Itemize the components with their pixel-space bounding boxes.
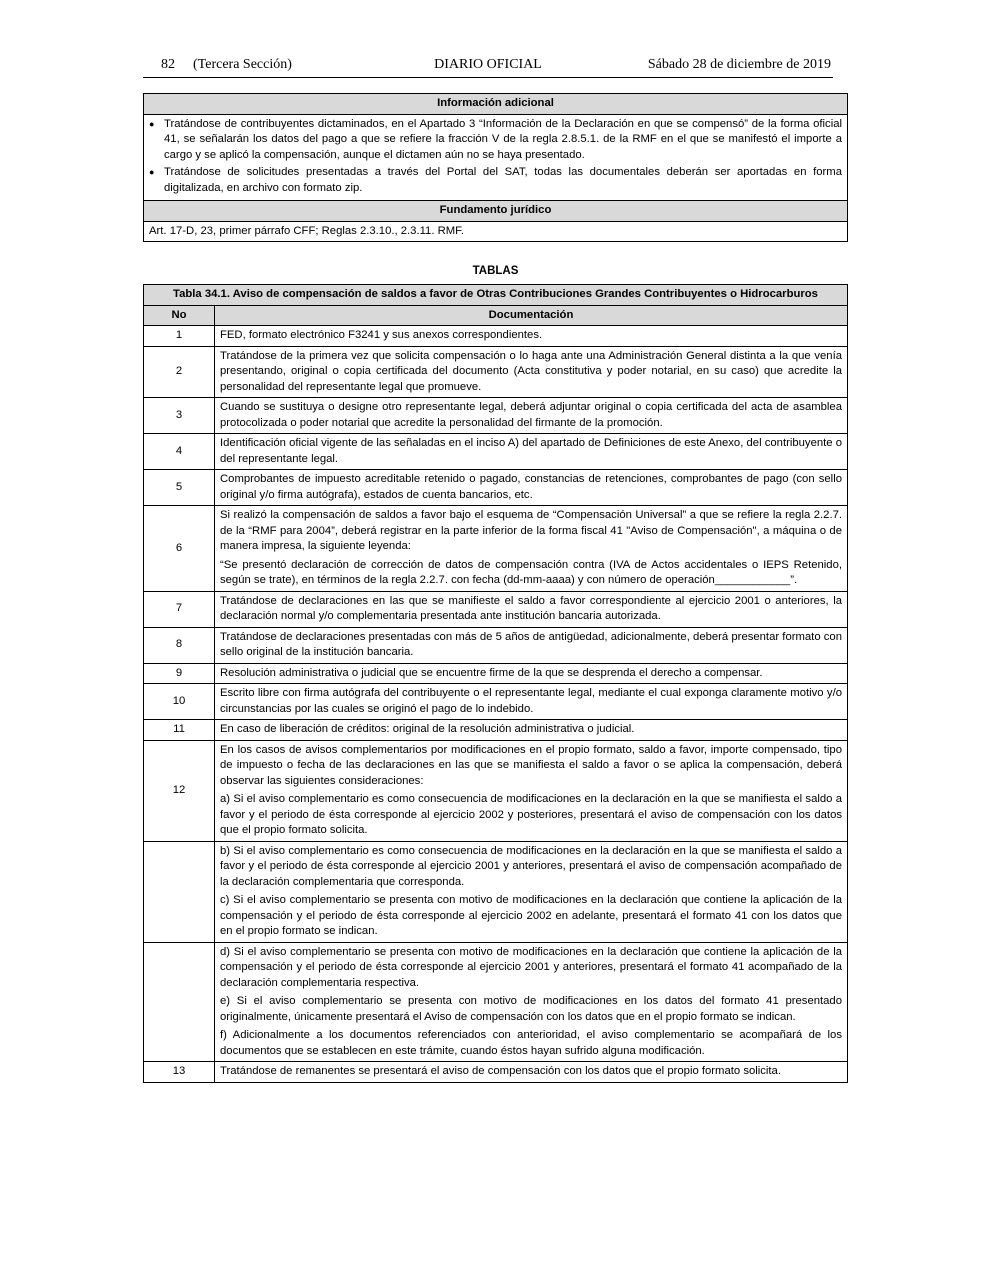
additional-info-cell <box>144 114 848 201</box>
legal-basis-heading: Fundamento jurídico <box>144 201 848 222</box>
table-row <box>144 591 848 627</box>
documentation-table <box>143 284 848 1083</box>
row-number: 13 <box>144 1062 215 1083</box>
documentation-paragraph: d) Si el aviso complementario se presenta con motivo de modificaciones en la declaración que contiene la aplicación de la compensación y el periodo de ésta corresponde al ejercicio 2001 y anteriores, presentará el formato 41 acompañado de la declaración complementaria respectiva. <box>220 945 842 989</box>
row-number: 9 <box>144 663 215 684</box>
documentation-paragraph: Tratándose de declaraciones en las que se manifieste el saldo a favor correspondiente al ejercicio 2001 o anteriores, la declaración normal y/o complementaria presentada ante institución bancaria autorizada. <box>220 594 842 622</box>
section-label: (Tercera Sección) <box>193 57 292 72</box>
bullet-item: ● Tratándose de solicitudes presentadas a través del Portal del SAT, todas las documentales deberán ser aportadas en forma digitalizada, en archivo con formato zip. <box>149 165 842 196</box>
row-documentation <box>215 506 848 592</box>
newspaper-title: DIARIO OFICIAL <box>434 57 542 72</box>
row-number: 5 <box>144 470 215 506</box>
documentation-paragraph: e) Si el aviso complementario se presenta con motivo de modificaciones en los datos del formato 41 presentado originalmente, únicamente presentará el Aviso de compensación con los datos que en el propio formato se indican. <box>220 995 842 1023</box>
table-title: Tabla 34.1. Aviso de compensación de saldos a favor de Otras Contribuciones Grandes Contribuyentes o Hidrocarburos <box>144 285 848 306</box>
row-documentation <box>215 627 848 663</box>
table-row <box>144 841 848 942</box>
documentation-paragraph: Identificación oficial vigente de las señaladas en el inciso A) del apartado de Definiciones de este Anexo, del contribuyente o del representante legal. <box>220 437 842 465</box>
info-table <box>143 93 848 242</box>
row-number: 4 <box>144 434 215 470</box>
page-number: 82 <box>161 57 175 72</box>
row-documentation <box>215 841 848 942</box>
documentation-paragraph: En los casos de avisos complementarios por modificaciones en el propio formato, saldo a favor, importe compensado, tipo de impuesto o fecha de las declaraciones en las que se manifiesta el saldo a favor o se aplica la compensación, deberá observar las siguientes consideraciones: <box>220 743 842 787</box>
column-header-documentation: Documentación <box>215 305 848 326</box>
row-number: 6 <box>144 506 215 592</box>
documentation-paragraph: Si realizó la compensación de saldos a favor bajo el esquema de “Compensación Universal” a que se refiere la regla 2.2.7. de la “RMF para 2004”, deberá registrar en la parte inferior de la forma fiscal 41 "Aviso de Compensación", a máquina o de manera impresa, la siguiente leyenda: <box>220 509 842 552</box>
row-number: 1 <box>144 326 215 347</box>
row-documentation <box>215 740 848 841</box>
row-number: 10 <box>144 684 215 720</box>
additional-info-heading: Información adicional <box>144 94 848 115</box>
row-documentation <box>215 470 848 506</box>
table-row <box>144 470 848 506</box>
documentation-paragraph: “Se presentó declaración de corrección de datos de compensación contra (IVA de Actos accidentales o IEPS Retenido, según se trate), en términos de la regla 2.2.7. con fecha (dd-mm-aaaa) y con número de operación____________”. <box>220 558 842 586</box>
row-number <box>144 841 215 942</box>
row-number: 7 <box>144 591 215 627</box>
table-row <box>144 684 848 720</box>
row-documentation <box>215 434 848 470</box>
row-documentation <box>215 346 848 398</box>
table-row <box>144 346 848 398</box>
row-documentation <box>215 684 848 720</box>
row-documentation <box>215 663 848 684</box>
documentation-paragraph: En caso de liberación de créditos: original de la resolución administrativa o judicial. <box>220 723 635 735</box>
table-row <box>144 326 848 347</box>
bullet-item: ● Tratándose de contribuyentes dictaminados, en el Apartado 3 “Información de la Declaración en que se compensó” de la forma oficial 41, se señalarán los datos del pago a que se refiere la fracción V de la regla 2.8.5.1. de la RMF en el que se manifestó el importe a cargo y se aplicó la compensación, aunque el dictamen aún no se haya presentado. <box>149 117 842 164</box>
row-number: 2 <box>144 346 215 398</box>
documentation-paragraph: a) Si el aviso complementario es como consecuencia de modificaciones en la declaración en la que se manifiesta el saldo a favor y el periodo de ésta corresponde al ejercicio 2002 y posteriores, presentará el aviso de compensación con los datos que el propio formato solicita. <box>220 793 842 836</box>
documentation-paragraph: FED, formato electrónico F3241 y sus anexos correspondientes. <box>220 329 543 341</box>
row-documentation <box>215 591 848 627</box>
documentation-paragraph: b) Si el aviso complementario es como consecuencia de modificaciones en la declaración en la que se manifiesta el saldo a favor y el periodo de ésta corresponde al ejercicio 2001 y anteriores, presentará el aviso de compensación acompañado de la declaración complementaria que corresponda. <box>220 844 842 888</box>
documentation-paragraph: Escrito libre con firma autógrafa del contribuyente o el representante legal, mediante el cual exponga claramente motivo y/o circunstancias por las cuales se originó el pago de lo indebido. <box>220 687 842 715</box>
row-documentation <box>215 398 848 434</box>
table-row <box>144 627 848 663</box>
row-documentation <box>215 1062 848 1083</box>
documentation-paragraph: Cuando se sustituya o designe otro representante legal, deberá adjuntar original o copia certificada del acta de asamblea protocolizada o poder notarial que acredite la personalidad del firmante de la promoción. <box>220 401 842 429</box>
table-row <box>144 1062 848 1083</box>
row-number <box>144 942 215 1062</box>
table-row <box>144 663 848 684</box>
documentation-paragraph: Tratándose de declaraciones presentadas con más de 5 años de antigüedad, adicionalmente, deberá presentar formato con sello original de la institución bancaria. <box>220 630 842 658</box>
row-number: 11 <box>144 720 215 741</box>
documentation-paragraph: Comprobantes de impuesto acreditable retenido o pagado, constancias de retenciones, comprobantes de pago (con sello original y/o firma autógrafa), estados de cuenta bancarios, etc. <box>220 473 842 501</box>
table-row <box>144 506 848 592</box>
table-row <box>144 398 848 434</box>
table-row <box>144 740 848 841</box>
row-number: 3 <box>144 398 215 434</box>
publication-date: Sábado 28 de diciembre de 2019 <box>647 57 831 72</box>
tablas-heading: TABLAS <box>472 265 519 277</box>
table-row <box>144 942 848 1062</box>
page-header <box>143 57 833 78</box>
documentation-paragraph: c) Si el aviso complementario se presenta con motivo de modificaciones en la declaración que contiene la aplicación de la compensación y el periodo de ésta corresponde al ejercicio 2002 en adelante, presentará el formato 41 con los datos que en el propio formato se indican. <box>220 894 842 937</box>
documentation-paragraph: Resolución administrativa o judicial que se encuentre firme de la que se desprenda el derecho a compensar. <box>220 666 763 679</box>
row-documentation <box>215 942 848 1062</box>
row-number: 12 <box>144 740 215 841</box>
legal-basis-text: Art. 17-D, 23, primer párrafo CFF; Reglas 2.3.10., 2.3.11. RMF. <box>144 221 848 242</box>
column-header-no: No <box>144 305 215 326</box>
row-number: 8 <box>144 627 215 663</box>
documentation-paragraph: f) Adicionalmente a los documentos referenciados con anterioridad, el aviso complementario se acompañará de los documentos que se establecen en este trámite, cuando éstos hayan sufrido alguna modificación. <box>220 1029 842 1057</box>
table-body <box>144 326 848 1083</box>
row-documentation <box>215 720 848 741</box>
table-row <box>144 434 848 470</box>
table-row <box>144 720 848 741</box>
documentation-paragraph: Tratándose de la primera vez que solicita compensación o lo haga ante una Administración General distinta a la que venía presentando, original o copia certificada del documento (Acta constitutiva y poder notarial, en su caso) que acredite la personalidad del representante legal que promueve. <box>220 349 842 393</box>
documentation-paragraph: Tratándose de remanentes se presentará el aviso de compensación con los datos que el propio formato solicita. <box>220 1065 781 1077</box>
row-documentation <box>215 326 848 347</box>
